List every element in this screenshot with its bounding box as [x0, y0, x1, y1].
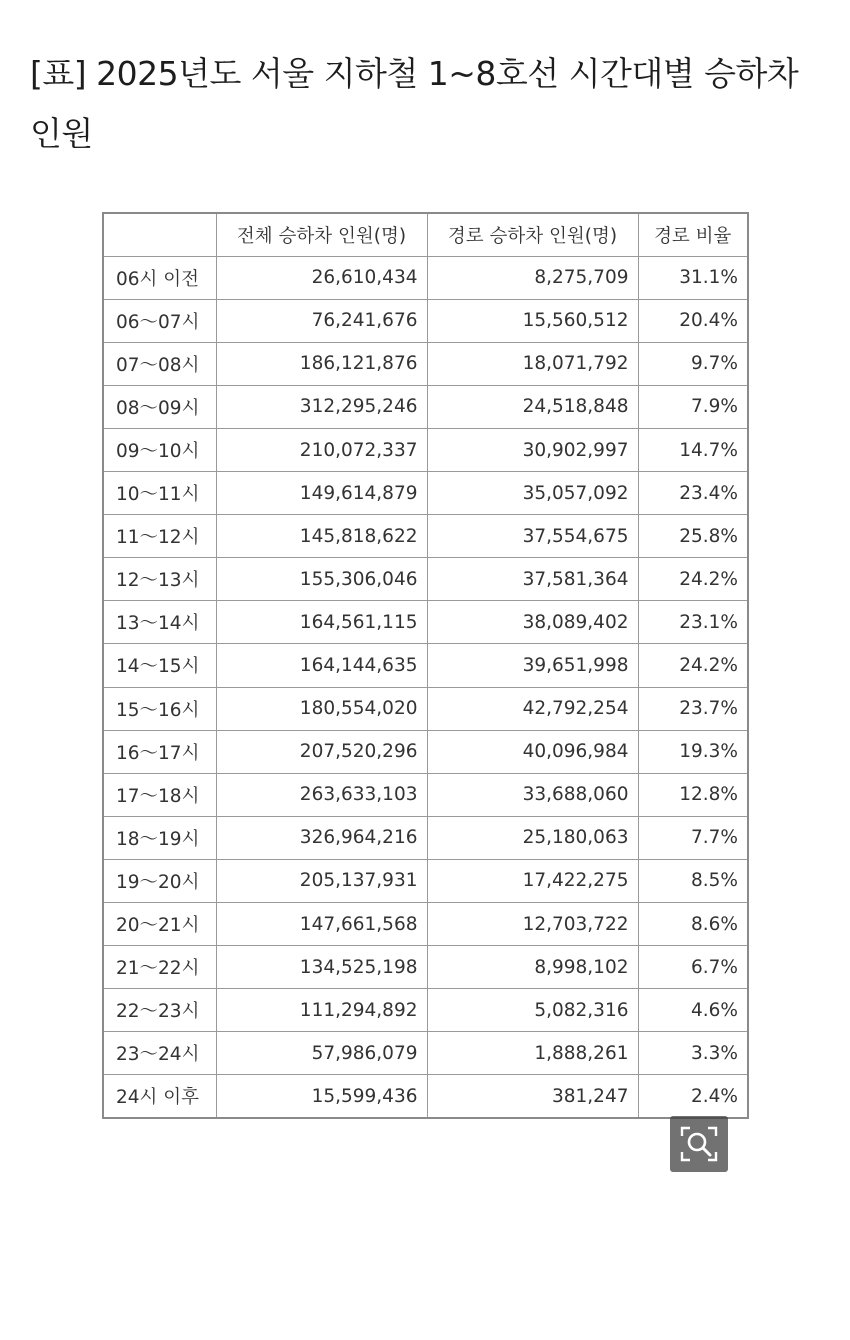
time-cell: 21～22시: [103, 946, 216, 989]
table-header-row: [103, 213, 748, 256]
page-title: [표] 2025년도 서울 지하철 1~8호선 시간대별 승하차 인원: [30, 54, 799, 153]
table-row: [103, 342, 748, 385]
senior-riders-cell: 37,554,675: [427, 515, 638, 558]
senior-ratio-cell: 6.7%: [638, 946, 748, 989]
total-riders-cell: 164,561,115: [216, 601, 427, 644]
table-container: [102, 212, 749, 1119]
senior-riders-cell: 8,275,709: [427, 256, 638, 299]
senior-ratio-cell: 20.4%: [638, 299, 748, 342]
time-cell: 08～09시: [103, 385, 216, 428]
senior-ratio-cell: 7.9%: [638, 385, 748, 428]
total-riders-cell: 326,964,216: [216, 816, 427, 859]
senior-ratio-cell: 3.3%: [638, 1032, 748, 1075]
table-row: [103, 730, 748, 773]
header-time: [103, 213, 216, 256]
table-row: [103, 256, 748, 299]
senior-riders-cell: 17,422,275: [427, 859, 638, 902]
time-cell: 07～08시: [103, 342, 216, 385]
time-cell: 20～21시: [103, 903, 216, 946]
senior-ratio-cell: 4.6%: [638, 989, 748, 1032]
senior-riders-cell: 30,902,997: [427, 428, 638, 471]
table-row: [103, 859, 748, 902]
table-row: [103, 601, 748, 644]
senior-ratio-cell: 24.2%: [638, 558, 748, 601]
total-riders-cell: 180,554,020: [216, 687, 427, 730]
senior-riders-cell: 40,096,984: [427, 730, 638, 773]
table-row: [103, 428, 748, 471]
senior-riders-cell: 35,057,092: [427, 472, 638, 515]
total-riders-cell: 155,306,046: [216, 558, 427, 601]
senior-riders-cell: 18,071,792: [427, 342, 638, 385]
time-cell: 11～12시: [103, 515, 216, 558]
total-riders-cell: 26,610,434: [216, 256, 427, 299]
senior-ratio-cell: 8.6%: [638, 903, 748, 946]
senior-ratio-cell: 25.8%: [638, 515, 748, 558]
senior-ratio-cell: 9.7%: [638, 342, 748, 385]
time-cell: 22～23시: [103, 989, 216, 1032]
senior-riders-cell: 5,082,316: [427, 989, 638, 1032]
total-riders-cell: 205,137,931: [216, 859, 427, 902]
total-riders-cell: 312,295,246: [216, 385, 427, 428]
table-row: [103, 1032, 748, 1075]
time-cell: 24시 이후: [103, 1075, 216, 1118]
senior-riders-cell: 33,688,060: [427, 773, 638, 816]
senior-ratio-cell: 19.3%: [638, 730, 748, 773]
senior-ratio-cell: 23.1%: [638, 601, 748, 644]
total-riders-cell: 207,520,296: [216, 730, 427, 773]
senior-riders-cell: 39,651,998: [427, 644, 638, 687]
header-senior-ratio: 경로 비율: [638, 213, 748, 256]
time-cell: 19～20시: [103, 859, 216, 902]
time-cell: 14～15시: [103, 644, 216, 687]
total-riders-cell: 210,072,337: [216, 428, 427, 471]
senior-ratio-cell: 23.4%: [638, 472, 748, 515]
table-row: [103, 816, 748, 859]
table-row: [103, 1075, 748, 1118]
senior-riders-cell: 15,560,512: [427, 299, 638, 342]
senior-riders-cell: 381,247: [427, 1075, 638, 1118]
senior-ratio-cell: 14.7%: [638, 428, 748, 471]
senior-riders-cell: 8,998,102: [427, 946, 638, 989]
total-riders-cell: 186,121,876: [216, 342, 427, 385]
total-riders-cell: 76,241,676: [216, 299, 427, 342]
senior-ratio-cell: 23.7%: [638, 687, 748, 730]
zoom-in-icon: [679, 1125, 719, 1163]
senior-riders-cell: 24,518,848: [427, 385, 638, 428]
time-cell: 15～16시: [103, 687, 216, 730]
senior-riders-cell: 12,703,722: [427, 903, 638, 946]
senior-ratio-cell: 31.1%: [638, 256, 748, 299]
table-row: [103, 385, 748, 428]
senior-ratio-cell: 12.8%: [638, 773, 748, 816]
senior-riders-cell: 25,180,063: [427, 816, 638, 859]
time-cell: 06시 이전: [103, 256, 216, 299]
time-cell: 10～11시: [103, 472, 216, 515]
total-riders-cell: 145,818,622: [216, 515, 427, 558]
total-riders-cell: 149,614,879: [216, 472, 427, 515]
total-riders-cell: 164,144,635: [216, 644, 427, 687]
total-riders-cell: 263,633,103: [216, 773, 427, 816]
table-row: [103, 989, 748, 1032]
time-cell: 09～10시: [103, 428, 216, 471]
total-riders-cell: 134,525,198: [216, 946, 427, 989]
table-row: [103, 687, 748, 730]
time-cell: 16～17시: [103, 730, 216, 773]
table-row: [103, 773, 748, 816]
header-senior-riders: 경로 승하차 인원(명): [427, 213, 638, 256]
senior-riders-cell: 1,888,261: [427, 1032, 638, 1075]
senior-riders-cell: 42,792,254: [427, 687, 638, 730]
senior-ratio-cell: 24.2%: [638, 644, 748, 687]
time-cell: 23～24시: [103, 1032, 216, 1075]
total-riders-cell: 15,599,436: [216, 1075, 427, 1118]
table-row: [103, 644, 748, 687]
table-row: [103, 515, 748, 558]
table-row: [103, 558, 748, 601]
time-cell: 06～07시: [103, 299, 216, 342]
time-cell: 13～14시: [103, 601, 216, 644]
senior-riders-cell: 38,089,402: [427, 601, 638, 644]
table-row: [103, 903, 748, 946]
table-row: [103, 946, 748, 989]
time-cell: 18～19시: [103, 816, 216, 859]
total-riders-cell: 57,986,079: [216, 1032, 427, 1075]
senior-ratio-cell: 8.5%: [638, 859, 748, 902]
time-cell: 17～18시: [103, 773, 216, 816]
total-riders-cell: 111,294,892: [216, 989, 427, 1032]
time-cell: 12～13시: [103, 558, 216, 601]
senior-ratio-cell: 7.7%: [638, 816, 748, 859]
total-riders-cell: 147,661,568: [216, 903, 427, 946]
header-total-riders: 전체 승하차 인원(명): [216, 213, 427, 256]
table-row: [103, 472, 748, 515]
ridership-table: [102, 212, 749, 1119]
image-zoom-button[interactable]: [670, 1116, 728, 1172]
senior-ratio-cell: 2.4%: [638, 1075, 748, 1118]
senior-riders-cell: 37,581,364: [427, 558, 638, 601]
table-row: [103, 299, 748, 342]
